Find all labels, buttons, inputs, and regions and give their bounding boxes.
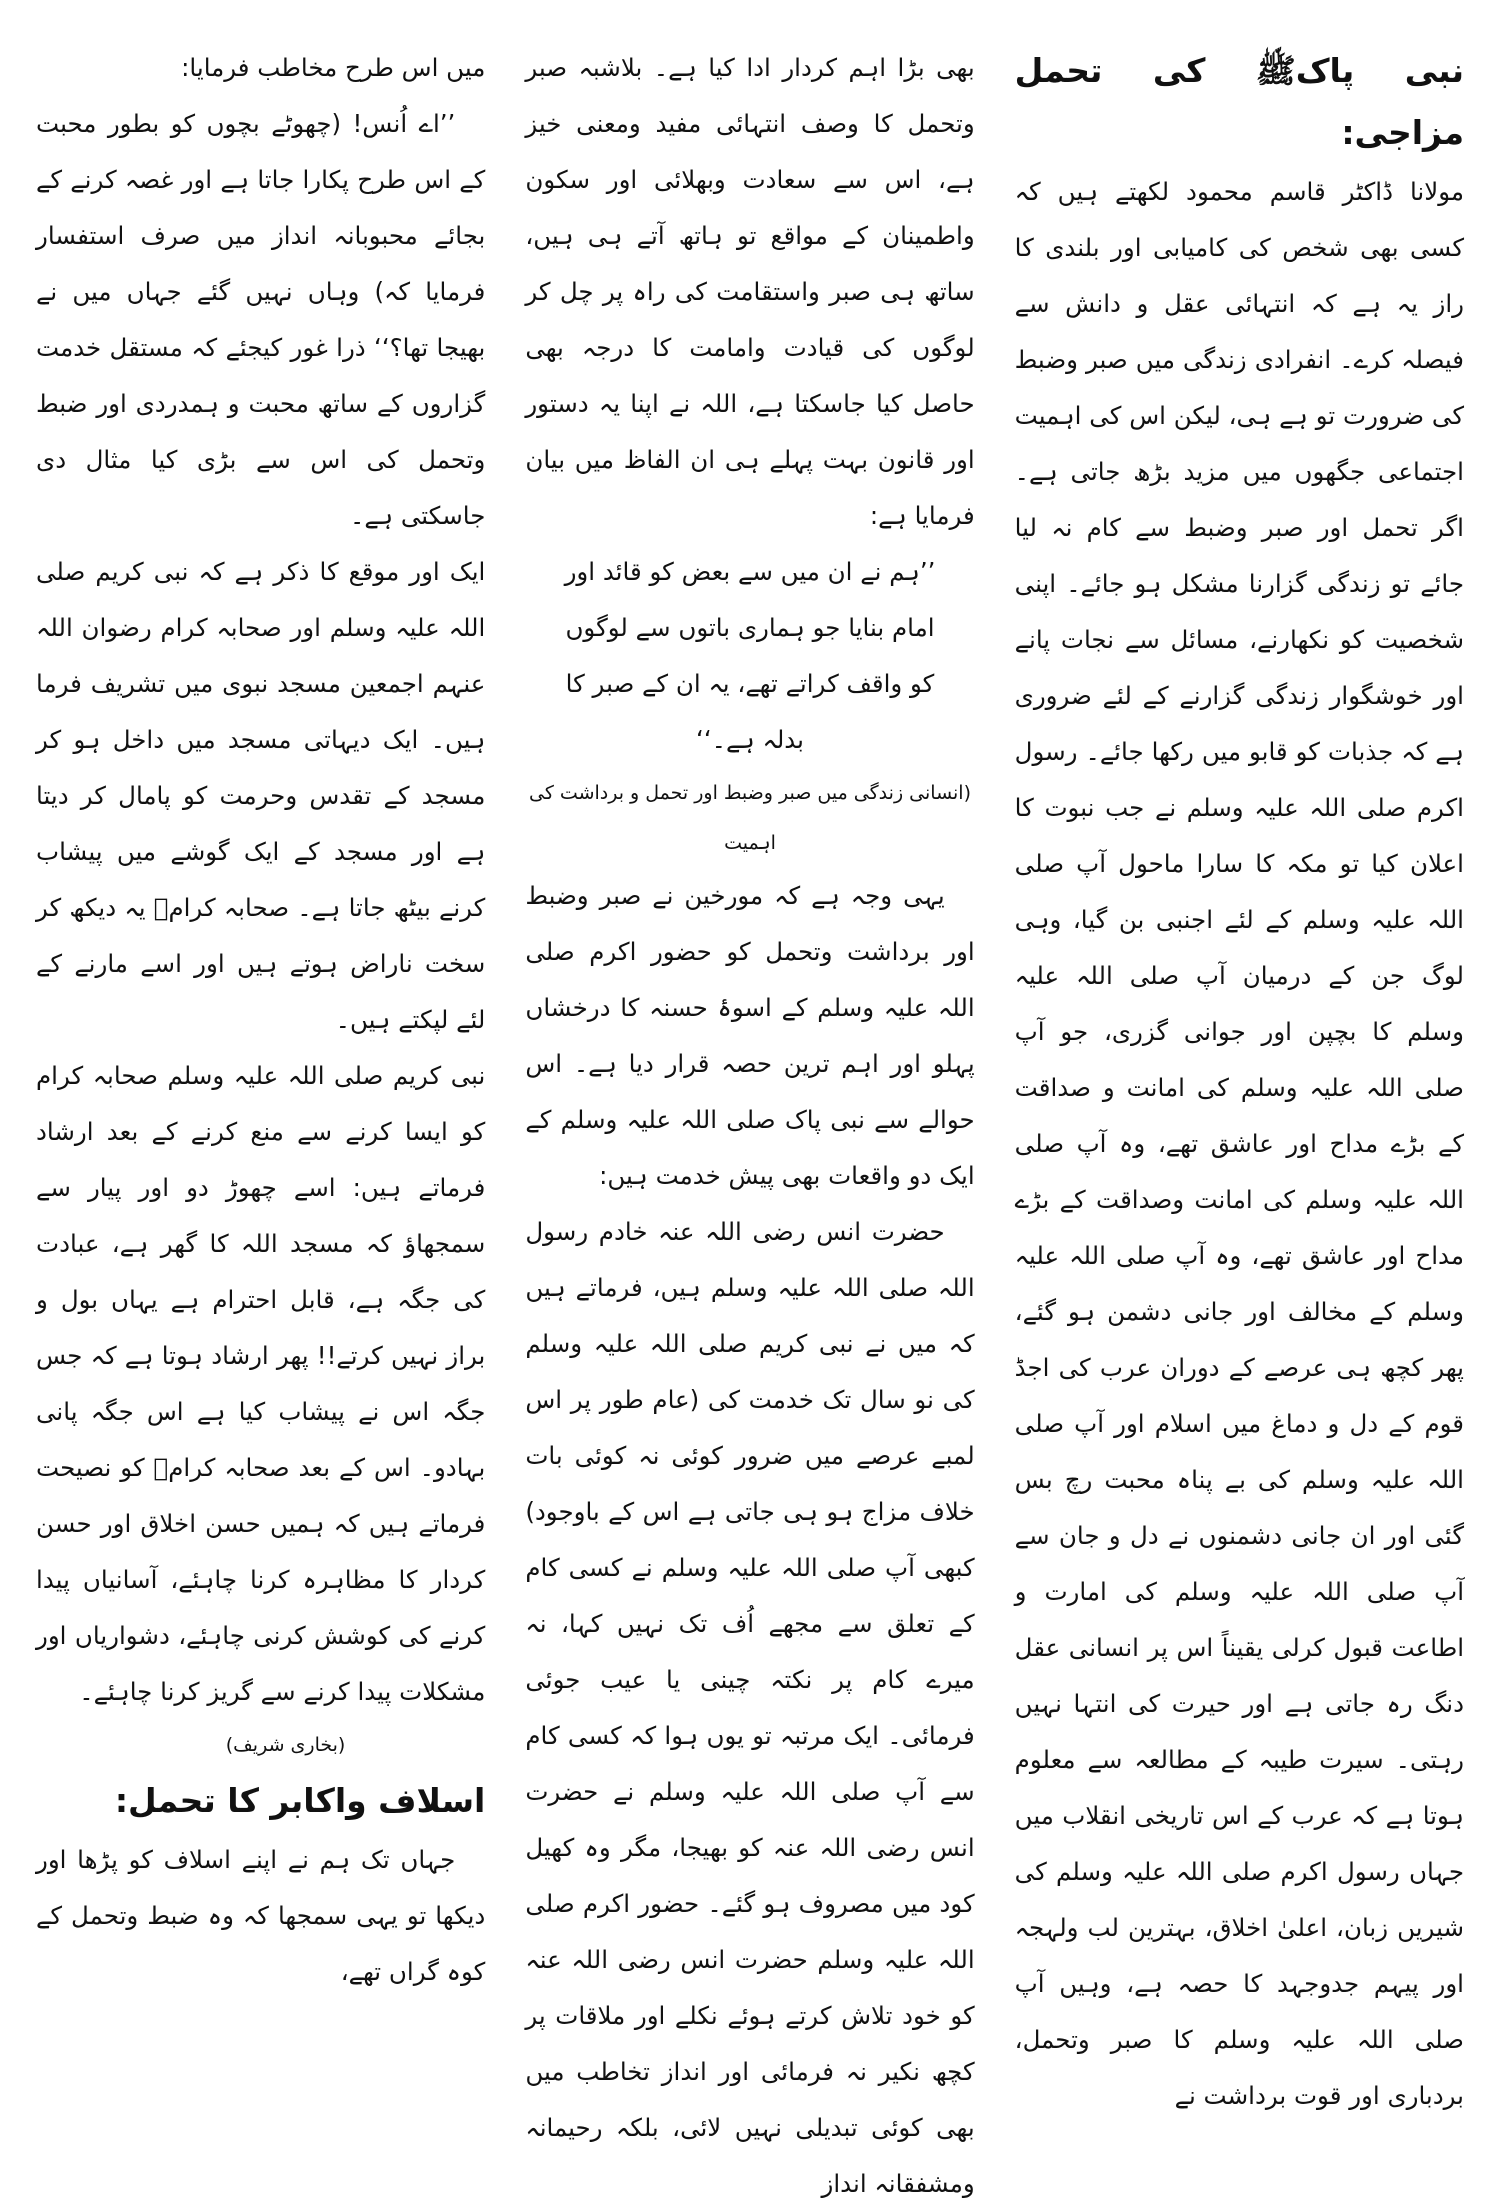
citation: (بخاری شریف): [225, 1734, 346, 1756]
citation: (انسانی زندگی میں صبر وضبط اور تحمل و برداشت کی اہمیت: [528, 782, 972, 854]
column-middle: [525, 40, 975, 2198]
section-heading: نبی پاکﷺ کی تحمل مزاجی:: [1014, 51, 1464, 152]
paragraph: ’’اے اُنس! (چھوٹے بچوں کو بطور محبت کے اس طرح پکارا جاتا ہے اور غصہ کرنے کے بجائے محبوبانہ انداز میں صرف استفسار فرمایا کہ) وہاں نہیں گئے جہاں میں نے بھیجا تھا؟‘‘ ذرا غور کیجئے کہ مستقل خدمت گزاروں کے ساتھ محبت و ہمدردی اور ضبط وتحمل کی اس سے بڑی کیا مثال دی جاسکتی ہے۔: [36, 109, 486, 530]
paragraph: نبی کریم صلی اللہ علیہ وسلم صحابہ کرام کو ایسا کرنے سے منع کرنے کے بعد ارشاد فرماتے ہیں: اسے چھوڑ دو اور پیار سے سمجھاؤ کہ مسجد اللہ کا گھر ہے، عبادت کی جگہ ہے، قابل احترام ہے یہاں بول و براز نہیں کرتے!! پھر ارشاد ہوتا ہے کہ جس جگہ اس نے پیشاب کیا ہے اس جگہ پانی بہادو۔ اس کے بعد صحابہ کرامؓ کو نصیحت فرماتے ہیں کہ ہمیں حسن اخلاق اور حسن کردار کا مظاہرہ کرنا چاہئے، آسانیاں پیدا کرنے کی کوشش کرنی چاہئے، دشواریاں اور مشکلات پیدا کرنے سے گریز کرنا چاہئے۔: [36, 1061, 486, 1706]
paragraph: ایک اور موقع کا ذکر ہے کہ نبی کریم صلی اللہ علیہ وسلم اور صحابہ کرام رضوان اللہ عنہم اجمعین مسجد نبوی میں تشریف فرما ہیں۔ ایک دیہاتی مسجد میں داخل ہو کر مسجد کے تقدس وحرمت کو پامال کر دیتا ہے اور مسجد کے ایک گوشے میں پیشاب کرنے بیٹھ جاتا ہے۔ صحابہ کرامؓ یہ دیکھ کر سخت ناراض ہوتے ہیں اور اسے مارنے کے لئے لپکتے ہیں۔: [36, 557, 486, 1034]
paragraph: میں اس طرح مخاطب فرمایا:: [181, 53, 486, 82]
column-right: [1015, 40, 1464, 2170]
column-left: [36, 40, 485, 2170]
section-heading: اسلاف واکابر کا تحمل:: [114, 1781, 486, 1820]
paragraph: یہی وجہ ہے کہ مورخین نے صبر وضبط اور برداشت وتحمل کو حضور اکرم صلی اللہ علیہ وسلم کے اسوۂ حسنہ کا درخشاں پہلو اور اہم ترین حصہ قرار دیا ہے۔ اس حوالے سے نبی پاک صلی اللہ علیہ وسلم کے ایک دو واقعات بھی پیش خدمت ہیں:: [525, 881, 975, 1190]
paragraph: مولانا ڈاکٹر قاسم محمود لکھتے ہیں کہ کسی بھی شخص کی کامیابی اور بلندی کا راز یہ ہے کہ انتہائی عقل و دانش سے فیصلہ کرے۔ انفرادی زندگی میں صبر وضبط کی ضرورت تو ہے ہی، لیکن اس کی اہمیت اجتماعی جگھوں میں مزید بڑھ جاتی ہے۔ اگر تحمل اور صبر وضبط سے کام نہ لیا جائے تو زندگی گزارنا مشکل ہو جائے۔ اپنی شخصیت کو نکھارنے، مسائل سے نجات پانے اور خوشگوار زندگی گزارنے کے لئے ضروری ہے کہ جذبات کو قابو میں رکھا جائے۔ رسول اکرم صلی اللہ علیہ وسلم نے جب نبوت کا اعلان کیا تو مکہ کا سارا ماحول آپ صلی اللہ علیہ وسلم کے لئے اجنبی بن گیا، وہی لوگ جن کے درمیان آپ صلی اللہ علیہ وسلم کا بچپن اور جوانی گزری، جو آپ صلی اللہ علیہ وسلم کی امانت و صداقت کے بڑے مداح اور عاشق تھے، وہ آپ صلی اللہ علیہ وسلم کی امانت وصداقت کے بڑے مداح اور عاشق تھے، وہ آپ صلی اللہ علیہ وسلم کے مخالف اور جانی دشمن ہو گئے، پھر کچھ ہی عرصے کے دوران عرب کی اجڈ قوم کے دل و دماغ میں اسلام اور آپ صلی اللہ علیہ وسلم کی بے پناہ محبت رچ بس گئی اور ان جانی دشمنوں نے دل و جان سے آپ صلی اللہ علیہ وسلم کی امارت و اطاعت قبول کرلی یقیناً اس پر انسانی عقل دنگ رہ جاتی ہے اور حیرت کی انتہا نہیں رہتی۔ سیرت طیبہ کے مطالعہ سے معلوم ہوتا ہے کہ عرب کے اس تاریخی انقلاب میں جہاں رسول اکرم صلی اللہ علیہ وسلم کی شیریں زبان، اعلیٰ اخلاق، بہترین لب ولہجہ اور پیہم جدوجہد کا حصہ ہے، وہیں آپ صلی اللہ علیہ وسلم کا صبر وتحمل، بردباری اور قوت برداشت نے: [1014, 177, 1464, 2110]
paragraph: حضرت انس رضی اللہ عنہ خادم رسول اللہ صلی اللہ علیہ وسلم ہیں، فرماتے ہیں کہ میں نے نبی کریم صلی اللہ علیہ وسلم کی نو سال تک خدمت کی (عام طور پر اس لمبے عرصے میں ضرور کوئی نہ کوئی بات خلاف مزاج ہو ہی جاتی ہے اس کے باوجود) کبھی آپ صلی اللہ علیہ وسلم نے کسی کام کے تعلق سے مجھے اُف تک نہیں کہا، نہ میرے کام پر نکتہ چینی یا عیب جوئی فرمائی۔ ایک مرتبہ تو یوں ہوا کہ کسی کام سے آپ صلی اللہ علیہ وسلم نے حضرت انس رضی اللہ عنہ کو بھیجا، مگر وہ کھیل کود میں مصروف ہو گئے۔ حضور اکرم صلی اللہ علیہ وسلم حضرت انس رضی اللہ عنہ کو خود تلاش کرتے ہوئے نکلے اور ملاقات پر کچھ نکیر نہ فرمائی اور انداز تخاطب میں بھی کوئی تبدیلی نہیں لائی، بلکہ رحیمانہ ومشفقانہ انداز: [525, 1217, 975, 2198]
paragraph: بھی بڑا اہم کردار ادا کیا ہے۔ بلاشبہ صبر وتحمل کا وصف انتہائی مفید ومعنی خیز ہے، اس سے سعادت وبھلائی اور سکون واطمینان کے مواقع تو ہاتھ آتے ہی ہیں، ساتھ ہی صبر واستقامت کی راہ پر چل کر لوگوں کی قیادت وامامت کا درجہ بھی حاصل کیا جاسکتا ہے، اللہ نے اپنا یہ دستور اور قانون بہت پہلے ہی ان الفاظ میں بیان فرمایا ہے:: [525, 53, 975, 530]
paragraph: جہاں تک ہم نے اپنے اسلاف کو پڑھا اور دیکھا تو یہی سمجھا کہ وہ ضبط وتحمل کے کوہ گراں تھے،: [36, 1845, 486, 1986]
quran-quote: ’’ہم نے ان میں سے بعض کو قائد اور امام بنایا جو ہماری باتوں سے لوگوں کو واقف کراتے تھے، یہ ان کے صبر کا بدلہ ہے۔‘‘: [564, 557, 936, 754]
